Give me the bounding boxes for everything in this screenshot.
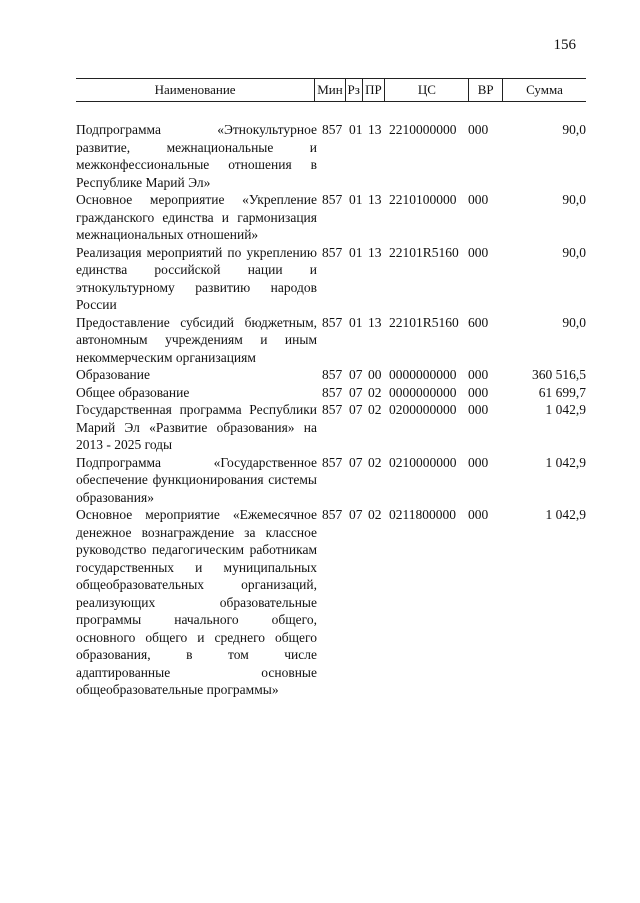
table-row bbox=[76, 244, 586, 314]
header-cs: ЦС bbox=[384, 79, 468, 101]
row-rz: 07 bbox=[349, 402, 363, 417]
row-min: 857 bbox=[322, 244, 343, 260]
row-min: 857 bbox=[322, 384, 343, 400]
row-name: Общее образование bbox=[76, 384, 190, 400]
row-pr: 02 bbox=[368, 454, 382, 470]
table-row bbox=[76, 384, 586, 402]
row-pr: 13 bbox=[368, 314, 382, 330]
row-code bbox=[317, 401, 468, 419]
row-min: 857 bbox=[322, 314, 343, 330]
row-pr: 02 bbox=[368, 384, 382, 400]
row-rz: 07 bbox=[349, 454, 363, 470]
row-min: 857 bbox=[322, 367, 343, 382]
row-code bbox=[317, 191, 468, 209]
row-sum: 61 699,7 bbox=[538, 384, 586, 400]
row-vr: 000 bbox=[468, 454, 489, 470]
row-rz: 01 bbox=[349, 122, 363, 137]
row-rz: 07 bbox=[349, 384, 363, 400]
table-row bbox=[76, 401, 586, 454]
table-row bbox=[76, 366, 586, 384]
table-row bbox=[76, 191, 586, 244]
row-rz: 01 bbox=[349, 192, 363, 207]
row-pr: 02 bbox=[368, 507, 382, 522]
row-cs: 0211800000 bbox=[389, 507, 456, 522]
row-code bbox=[317, 384, 468, 402]
table-row bbox=[76, 454, 586, 507]
row-rz: 01 bbox=[349, 314, 363, 330]
row-min: 857 bbox=[322, 454, 343, 470]
row-sum: 360 516,5 bbox=[532, 367, 586, 382]
row-rz: 01 bbox=[349, 244, 363, 260]
row-min: 857 bbox=[322, 507, 343, 522]
row-name: Предоставление субсидий бюджетным, автономным учреждениям и иным некоммерческим организациям bbox=[76, 314, 317, 365]
row-name: Реализация мероприятий по укреплению единства российской нации и этнокультурному развитию народов России bbox=[76, 244, 317, 312]
page-number: 156 bbox=[553, 37, 576, 53]
row-vr: 000 bbox=[468, 507, 489, 522]
row-code bbox=[317, 454, 468, 472]
header-pr: ПР bbox=[362, 79, 385, 101]
table-row bbox=[76, 506, 586, 699]
row-code bbox=[317, 244, 468, 262]
row-vr: 000 bbox=[468, 402, 489, 417]
row-min: 857 bbox=[322, 192, 343, 207]
row-code bbox=[317, 506, 468, 524]
row-cs: 2210000000 bbox=[389, 122, 457, 137]
row-pr: 13 bbox=[368, 192, 382, 207]
row-name: Подпрограмма «Этнокультурное развитие, межнациональные и межконфессиональные отношения в Республике Марий Эл» bbox=[76, 122, 317, 190]
row-vr: 600 bbox=[468, 314, 489, 330]
row-min: 857 bbox=[322, 122, 343, 137]
row-pr: 00 bbox=[368, 367, 382, 382]
row-pr: 13 bbox=[368, 244, 382, 260]
row-pr: 02 bbox=[368, 402, 382, 417]
row-vr: 000 bbox=[468, 122, 489, 137]
table-row bbox=[76, 121, 586, 191]
table-body bbox=[76, 121, 586, 699]
row-sum: 90,0 bbox=[562, 244, 586, 260]
budget-table bbox=[76, 78, 586, 699]
row-vr: 000 bbox=[468, 192, 489, 207]
row-cs: 0210000000 bbox=[389, 454, 457, 470]
row-cs: 0000000000 bbox=[389, 384, 457, 400]
row-sum: 1 042,9 bbox=[545, 507, 586, 522]
row-code bbox=[317, 366, 468, 384]
header-name: Наименование bbox=[154, 82, 236, 97]
row-cs: 0000000000 bbox=[389, 367, 457, 382]
header-min: Мин bbox=[314, 79, 345, 101]
table-row bbox=[76, 314, 586, 367]
row-name: Подпрограмма «Государственное обеспечение функционирования системы образования» bbox=[76, 454, 317, 505]
row-rz: 07 bbox=[349, 507, 363, 522]
row-code bbox=[317, 121, 468, 139]
row-min: 857 bbox=[322, 402, 343, 417]
header-vr: ВР bbox=[468, 79, 502, 101]
table-header bbox=[76, 78, 586, 102]
row-code bbox=[317, 314, 468, 332]
row-sum: 90,0 bbox=[562, 192, 586, 207]
row-vr: 000 bbox=[468, 384, 489, 400]
row-vr: 000 bbox=[468, 244, 489, 260]
header-rz: Рз bbox=[345, 79, 362, 101]
row-sum: 1 042,9 bbox=[545, 402, 586, 417]
row-name: Основное мероприятие «Укрепление гражданского единства и гармонизация межнациональных отношений» bbox=[76, 192, 317, 242]
row-sum: 90,0 bbox=[562, 122, 586, 137]
row-rz: 07 bbox=[349, 367, 363, 382]
row-cs: 0200000000 bbox=[389, 402, 457, 417]
row-name: Образование bbox=[76, 367, 150, 382]
row-pr: 13 bbox=[368, 122, 382, 137]
row-cs: 22101R5160 bbox=[389, 314, 459, 330]
row-cs: 22101R5160 bbox=[389, 244, 459, 260]
row-name: Основное мероприятие «Ежемесячное денежное вознаграждение за классное руководство педагогическим работникам государственных и муниципальных общеобразовательных организаций, реализующих образовательные программы начального общего, основного общего и среднего общего образования, в том числе адаптированные основные общеобразовательные программы» bbox=[76, 507, 317, 697]
row-sum: 1 042,9 bbox=[545, 454, 586, 470]
header-sum: Сумма bbox=[502, 79, 586, 101]
row-vr: 000 bbox=[468, 367, 489, 382]
row-name: Государственная программа Республики Марий Эл «Развитие образования» на 2013 - 2025 годы bbox=[76, 402, 317, 452]
row-sum: 90,0 bbox=[562, 314, 586, 330]
row-cs: 2210100000 bbox=[389, 192, 457, 207]
